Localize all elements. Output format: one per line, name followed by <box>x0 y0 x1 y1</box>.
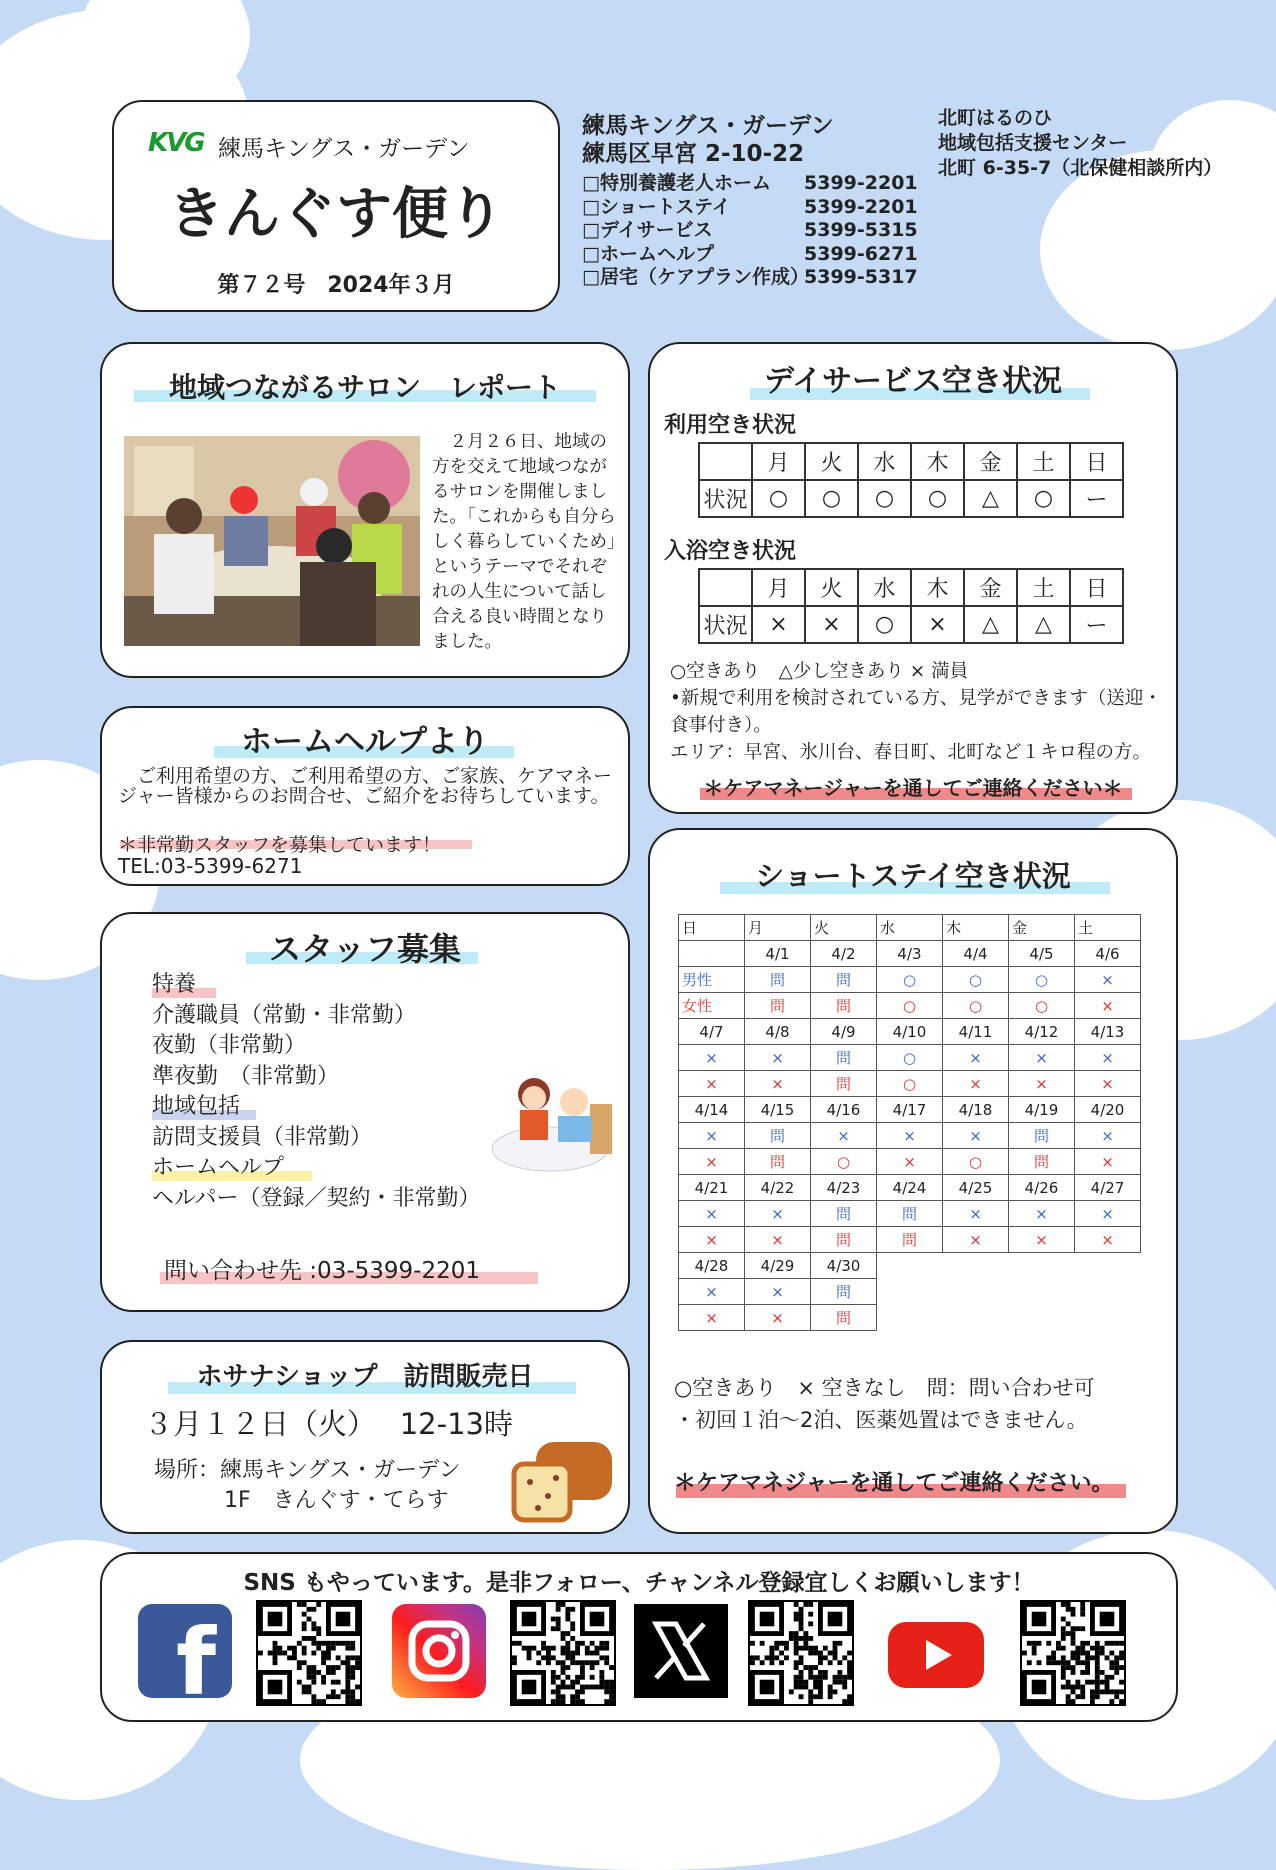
status-cell: × <box>679 1045 745 1071</box>
date-cell: 4/13 <box>1075 1019 1141 1045</box>
date-cell: 4/16 <box>811 1097 877 1123</box>
corner-cell <box>699 443 752 480</box>
date-cell: 4/9 <box>811 1019 877 1045</box>
status-cell: 問 <box>811 1305 877 1331</box>
weekday-header: 火 <box>811 915 877 941</box>
status-cell: × <box>943 1227 1009 1253</box>
date-cell: 4/30 <box>811 1253 877 1279</box>
staff-position: 介護職員（常勤・非常勤） <box>152 1002 417 1028</box>
shortstay-notes <box>674 1372 1095 1436</box>
contact-name: 練馬キングス・ガーデン <box>582 113 834 139</box>
page-title: きんぐす便り <box>168 182 504 247</box>
status-cell: 問 <box>745 993 811 1019</box>
shop-section <box>100 1340 630 1534</box>
status-cell: × <box>1075 1045 1141 1071</box>
status-cell: ○ <box>877 1045 943 1071</box>
status-cell: 問 <box>745 1123 811 1149</box>
status-cell: × <box>752 606 805 643</box>
table-row <box>679 1045 1141 1071</box>
status-cell: × <box>943 1071 1009 1097</box>
shortstay-section <box>648 828 1178 1534</box>
salon-text: ２月２６日、地域の方を交えて地域つながるサロンを開催しました。「これからも自分らしく暮らしていくため」というテーマでそれぞれの人生について話し合える良い時間となりました。 <box>432 432 616 652</box>
status-cell: 問 <box>811 1227 877 1253</box>
status-cell: ○ <box>943 1149 1009 1175</box>
status-cell: × <box>745 1045 811 1071</box>
service-label: □ホームヘルプ <box>582 242 714 265</box>
service-label: □特別養護老人ホーム <box>582 172 771 194</box>
row-label: 状況 <box>699 606 752 643</box>
date-cell: 4/17 <box>877 1097 943 1123</box>
issue-number: 第７２号 2024年３月 <box>217 273 455 298</box>
shortstay-legend: ○空きあり × 空きなし 問：問い合わせ可 <box>674 1376 1095 1400</box>
status-cell: ○ <box>877 1071 943 1097</box>
date-cell: 4/6 <box>1075 941 1141 967</box>
dayservice-section <box>648 342 1178 814</box>
status-cell: × <box>745 1201 811 1227</box>
date-cell: 4/25 <box>943 1175 1009 1201</box>
status-cell: × <box>943 1123 1009 1149</box>
date-cell: 4/29 <box>745 1253 811 1279</box>
date-cell: 4/18 <box>943 1097 1009 1123</box>
staff-recruit-section <box>100 912 630 1312</box>
status-cell: × <box>943 1201 1009 1227</box>
weekday-header: 木 <box>911 443 964 480</box>
table-row <box>679 1227 1141 1253</box>
table-row <box>679 1097 1141 1123</box>
weekday-header: 土 <box>1017 443 1070 480</box>
status-cell: △ <box>964 480 1017 517</box>
date-cell: 4/8 <box>745 1019 811 1045</box>
date-cell: 4/14 <box>679 1097 745 1123</box>
dayservice-notes <box>670 658 1166 766</box>
service-tel: 5399-2201 <box>804 195 918 218</box>
bread-illustration <box>510 1438 620 1524</box>
shop-date: ３月１２日（火） 12-13時 <box>144 1407 513 1441</box>
status-cell: 問 <box>811 1045 877 1071</box>
kvg-logo: KVG <box>148 128 204 158</box>
date-cell: 4/15 <box>745 1097 811 1123</box>
date-cell: 4/7 <box>679 1019 745 1045</box>
date-cell: 4/2 <box>811 941 877 967</box>
date-cell: 4/27 <box>1075 1175 1141 1201</box>
shortstay-note: ・初回１泊～2泊、医薬処置はできません。 <box>674 1408 1088 1432</box>
service-tel: 5399-5317 <box>804 266 918 288</box>
table-row <box>679 1253 1141 1279</box>
service-tel: 5399-2201 <box>804 172 918 194</box>
status-cell: 問 <box>877 1227 943 1253</box>
weekday-header: 日 <box>679 915 745 941</box>
status-cell: × <box>1075 1227 1141 1253</box>
caregiver-illustration <box>490 1064 620 1174</box>
homehelp-text: ご利用希望の方、ご利用希望の方、ご家族、ケアマネージャー皆様からのお問合せ、ご紹介をお待ちしています。 <box>118 765 613 807</box>
status-cell: 問 <box>745 1149 811 1175</box>
status-cell: 問 <box>1009 1123 1075 1149</box>
date-cell: 4/26 <box>1009 1175 1075 1201</box>
table-row <box>679 1175 1141 1201</box>
staff-category: ホームヘルプ <box>152 1155 285 1180</box>
homehelp-title: ホームヘルプより <box>241 724 489 760</box>
shop-place-floor: 1F きんぐす・てらす <box>224 1488 449 1513</box>
date-cell: 4/20 <box>1075 1097 1141 1123</box>
staff-position: 準夜勤 （非常勤） <box>152 1063 340 1089</box>
shortstay-title: ショートステイ空き状況 <box>755 859 1071 893</box>
table-row <box>679 1149 1141 1175</box>
weekday-header: 木 <box>911 569 964 606</box>
status-cell: ○ <box>805 480 858 517</box>
staff-list <box>152 970 480 1214</box>
homehelp-section <box>100 706 630 886</box>
status-cell: △ <box>964 606 1017 643</box>
weekday-header: 木 <box>943 915 1009 941</box>
status-cell: ○ <box>858 606 911 643</box>
status-cell: × <box>805 606 858 643</box>
weekday-header: 水 <box>858 569 911 606</box>
table-row <box>679 1305 1141 1331</box>
weekday-header: 月 <box>752 569 805 606</box>
dayservice-title: デイサービス空き状況 <box>764 364 1062 399</box>
row-label: 状況 <box>699 480 752 517</box>
use-availability-label: 利用空き状況 <box>664 413 797 438</box>
status-cell: ○ <box>911 480 964 517</box>
table-row <box>679 1123 1141 1149</box>
facebook-icon[interactable] <box>138 1604 232 1698</box>
service-tel: 5399-5315 <box>804 219 918 241</box>
status-cell: × <box>745 1227 811 1253</box>
bath-availability-label: 入浴空き状況 <box>664 539 797 564</box>
bath-availability-table <box>698 568 1124 644</box>
staff-position: 夜勤（非常勤） <box>152 1033 307 1058</box>
shop-title: ホサナショップ 訪問販売日 <box>196 1362 534 1392</box>
status-cell: × <box>745 1071 811 1097</box>
weekday-header: 火 <box>805 569 858 606</box>
date-cell: 4/1 <box>745 941 811 967</box>
weekday-header: 金 <box>964 443 1017 480</box>
status-cell: 問 <box>811 1201 877 1227</box>
date-cell: 4/19 <box>1009 1097 1075 1123</box>
status-cell: × <box>1075 1201 1141 1227</box>
salon-report-section <box>100 342 630 678</box>
table-row <box>679 967 1141 993</box>
shortstay-calendar <box>678 914 1141 1331</box>
status-cell: 問 <box>877 1201 943 1227</box>
table-row <box>679 1279 1141 1305</box>
table-row <box>679 1019 1141 1045</box>
status-cell: × <box>1009 1201 1075 1227</box>
status-cell: × <box>877 1149 943 1175</box>
service-tel: 5399-6271 <box>804 242 918 265</box>
contact-address: 練馬区早宮 2-10-22 <box>582 141 805 167</box>
center-type: 地域包括支援センター <box>938 132 1128 154</box>
calendar-header-row <box>679 915 1141 941</box>
date-cell: 4/10 <box>877 1019 943 1045</box>
staff-category: 特養 <box>152 972 197 997</box>
support-center <box>938 106 1222 181</box>
weekday-header: 水 <box>877 915 943 941</box>
table-row <box>679 993 1141 1019</box>
weekday-header: 水 <box>858 443 911 480</box>
weekday-header: 金 <box>1009 915 1075 941</box>
x-qr-code[interactable] <box>748 1600 854 1706</box>
weekday-header: 火 <box>805 443 858 480</box>
status-cell: × <box>911 606 964 643</box>
status-cell: × <box>1009 1071 1075 1097</box>
status-cell: 問 <box>811 1279 877 1305</box>
status-cell: × <box>1075 967 1141 993</box>
sns-section <box>100 1552 1178 1722</box>
salon-title: 地域つながるサロン レポート <box>168 371 561 404</box>
status-cell: △ <box>1017 606 1070 643</box>
status-cell: 問 <box>745 967 811 993</box>
status-cell: × <box>943 1045 1009 1071</box>
homehelp-recruit: ＊非常勤スタッフを募集しています！ <box>118 834 442 856</box>
contact-block <box>582 112 834 168</box>
weekday-header: 月 <box>745 915 811 941</box>
date-cell: 4/11 <box>943 1019 1009 1045</box>
status-cell: 問 <box>1009 1149 1075 1175</box>
date-cell: 4/12 <box>1009 1019 1075 1045</box>
status-cell: × <box>811 1123 877 1149</box>
youtube-icon[interactable] <box>888 1622 984 1688</box>
status-cell: × <box>745 1305 811 1331</box>
status-cell: 問 <box>811 993 877 1019</box>
date-cell: 4/3 <box>877 941 943 967</box>
status-cell: ○ <box>877 967 943 993</box>
status-cell: ○ <box>943 993 1009 1019</box>
status-cell: × <box>1009 1045 1075 1071</box>
status-cell: ○ <box>943 967 1009 993</box>
staff-position: 訪問支援員（非常勤） <box>152 1124 373 1150</box>
status-cell: × <box>1075 1149 1141 1175</box>
instagram-icon[interactable] <box>392 1604 486 1698</box>
status-cell: ○ <box>811 1149 877 1175</box>
gender-label: 女性 <box>679 993 745 1019</box>
homehelp-tel: TEL:03-5399-6271 <box>118 854 303 878</box>
table-row <box>679 941 1141 967</box>
shop-place-name: 場所：練馬キングス・ガーデン <box>154 1458 461 1483</box>
staff-position: ヘルパー（登録／契約・非常勤） <box>152 1185 481 1211</box>
status-cell: 問 <box>811 1071 877 1097</box>
date-cell: 4/23 <box>811 1175 877 1201</box>
status-cell: ー <box>1070 606 1123 643</box>
service-label: □ショートステイ <box>582 195 731 218</box>
status-cell: × <box>1075 1071 1141 1097</box>
status-cell: × <box>877 1123 943 1149</box>
corner-cell <box>699 569 752 606</box>
date-cell: 4/21 <box>679 1175 745 1201</box>
gender-label: 男性 <box>679 967 745 993</box>
weekday-header: 日 <box>1070 569 1123 606</box>
shop-place <box>154 1456 461 1516</box>
date-cell: 4/22 <box>745 1175 811 1201</box>
dayservice-area: エリア：早宮、氷川台、春日町、北町など１キロ程の方。 <box>670 742 1152 763</box>
status-cell: 問 <box>811 967 877 993</box>
status-cell: × <box>679 1149 745 1175</box>
weekday-header: 土 <box>1017 569 1070 606</box>
status-cell: ○ <box>1009 967 1075 993</box>
status-cell: × <box>679 1201 745 1227</box>
date-cell: 4/4 <box>943 941 1009 967</box>
use-availability-table <box>698 442 1124 518</box>
staff-title: スタッフ募集 <box>268 930 461 968</box>
org-name: 練馬キングス・ガーデン <box>218 136 470 162</box>
date-cell: 4/24 <box>877 1175 943 1201</box>
status-cell: × <box>1009 1227 1075 1253</box>
status-cell: × <box>679 1305 745 1331</box>
status-cell: × <box>679 1071 745 1097</box>
status-cell: ○ <box>1017 480 1070 517</box>
status-cell: ○ <box>858 480 911 517</box>
status-cell: ー <box>1070 480 1123 517</box>
weekday-header: 月 <box>752 443 805 480</box>
x-icon[interactable] <box>634 1604 728 1698</box>
shortstay-cta: ＊ケアマネジャーを通してご連絡ください。 <box>674 1471 1114 1496</box>
youtube-qr-code[interactable] <box>1020 1600 1126 1706</box>
dayservice-legend: ○空きあり △少し空きあり × 満員 <box>670 661 969 682</box>
status-cell: × <box>679 1227 745 1253</box>
staff-contact: 問い合わせ先 :03-5399-2201 <box>164 1258 480 1284</box>
service-label: □デイサービス <box>582 219 713 241</box>
weekday-header: 日 <box>1070 443 1123 480</box>
date-cell: 4/5 <box>1009 941 1075 967</box>
date-cell <box>679 941 745 967</box>
status-cell: ○ <box>752 480 805 517</box>
date-cell: 4/28 <box>679 1253 745 1279</box>
facebook-qr-code[interactable] <box>256 1600 362 1706</box>
center-address: 北町 6-35-7（北保健相談所内） <box>938 157 1223 179</box>
table-row <box>679 1201 1141 1227</box>
dayservice-cta: ＊ケアマネージャーを通してご連絡ください＊ <box>703 776 1123 800</box>
weekday-header: 土 <box>1075 915 1141 941</box>
svg-text:f: f <box>175 1609 217 1698</box>
masthead <box>112 100 560 312</box>
status-cell: × <box>679 1279 745 1305</box>
instagram-qr-code[interactable] <box>510 1600 616 1706</box>
status-cell: ○ <box>877 993 943 1019</box>
service-label: □居宅（ケアプラン作成） <box>582 266 809 288</box>
status-cell: ○ <box>1009 993 1075 1019</box>
status-cell: × <box>1075 993 1141 1019</box>
status-cell: × <box>745 1279 811 1305</box>
sns-message: SNS もやっています。是非フォロー、チャンネル登録宜しくお願いします！ <box>243 1570 1035 1596</box>
weekday-header: 金 <box>964 569 1017 606</box>
status-cell: × <box>679 1123 745 1149</box>
salon-photo <box>124 436 420 646</box>
service-phone-list <box>582 172 918 290</box>
table-row <box>679 1071 1141 1097</box>
center-name: 北町はるのひ <box>938 107 1053 129</box>
status-cell: × <box>1075 1123 1141 1149</box>
staff-category: 地域包括 <box>152 1094 241 1119</box>
dayservice-note: •新規で利用を検討されている方、見学ができます（送迎・食事付き）。 <box>670 688 1162 736</box>
